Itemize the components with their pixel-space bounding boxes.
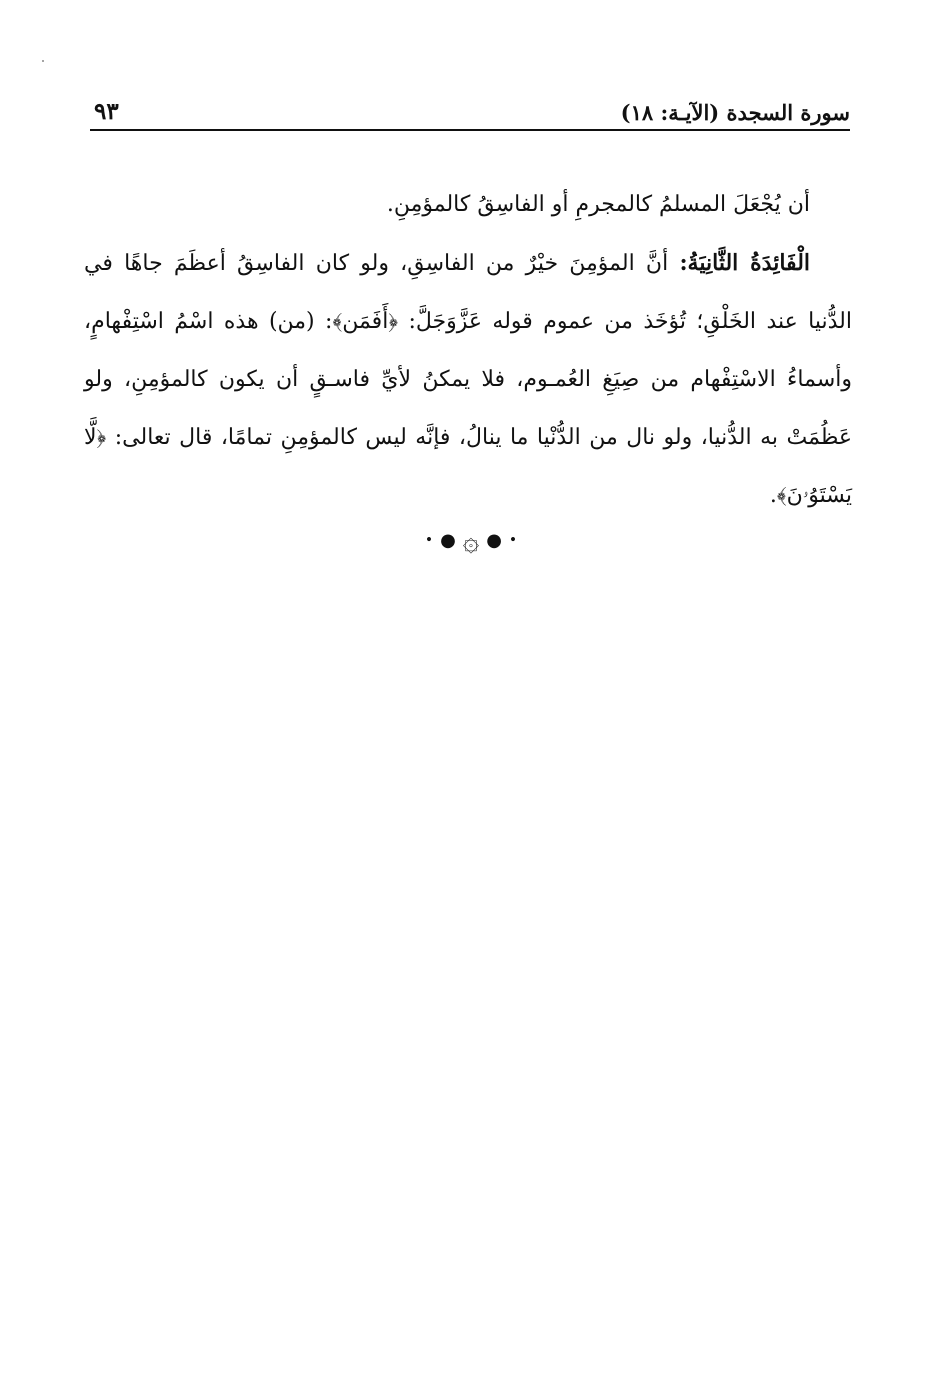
page-number: ٩٣ [94,98,119,125]
stray-mark [42,60,44,62]
paragraph-2-lead: الْفَائِدَةُ الثَّانِيَةُ: [679,250,811,276]
paragraph-1: أن يُجْعَلَ المسلمُ كالمجرمِ أو الفاسِقُ كالمؤمِنِ. [386,192,810,217]
ornament-dot-icon: • [424,532,434,549]
ornament-dot-icon: ● [440,530,456,551]
header-rule [90,129,850,131]
ornament-knot-icon: ۞ [462,524,480,557]
paragraph-2 [84,234,852,525]
ornament-dot-icon: • [508,532,518,549]
ornament-dot-icon: ● [486,530,502,551]
paragraph-2-text: أنَّ المؤمِنَ خيْرٌ من الفاسِقِ، ولو كان الفاسِقُ أعظَمَ جاهًا في الدُّنيا عند الخَلْقِ؛ تُؤخَذ من عموم قوله عَزَّوَجَلَّ: ﴿أَفَمَن﴾: (من) هذه اسْمُ اسْتِفْهامٍ، وأسماءُ الاسْتِفْهام من صِيَغِ العُمـوم، فلا يمكنُ لأيِّ فاسـقٍ أن يكون كالمؤمِنِ، ولو عَظُمَتْ به الدُّنيا، ولو نال من الدُّنْيا ما ينالُ، فإنَّه ليس كالمؤمِنِ تمامًا، قال تعالى: ﴿لَّا يَسْتَوُۥنَ﴾. [84,251,852,508]
running-head-title: سورة السجدة (الآيـة: ١٨) [620,100,850,125]
section-end-ornament [371,524,571,557]
page-body [84,176,852,525]
page-header [90,96,850,136]
